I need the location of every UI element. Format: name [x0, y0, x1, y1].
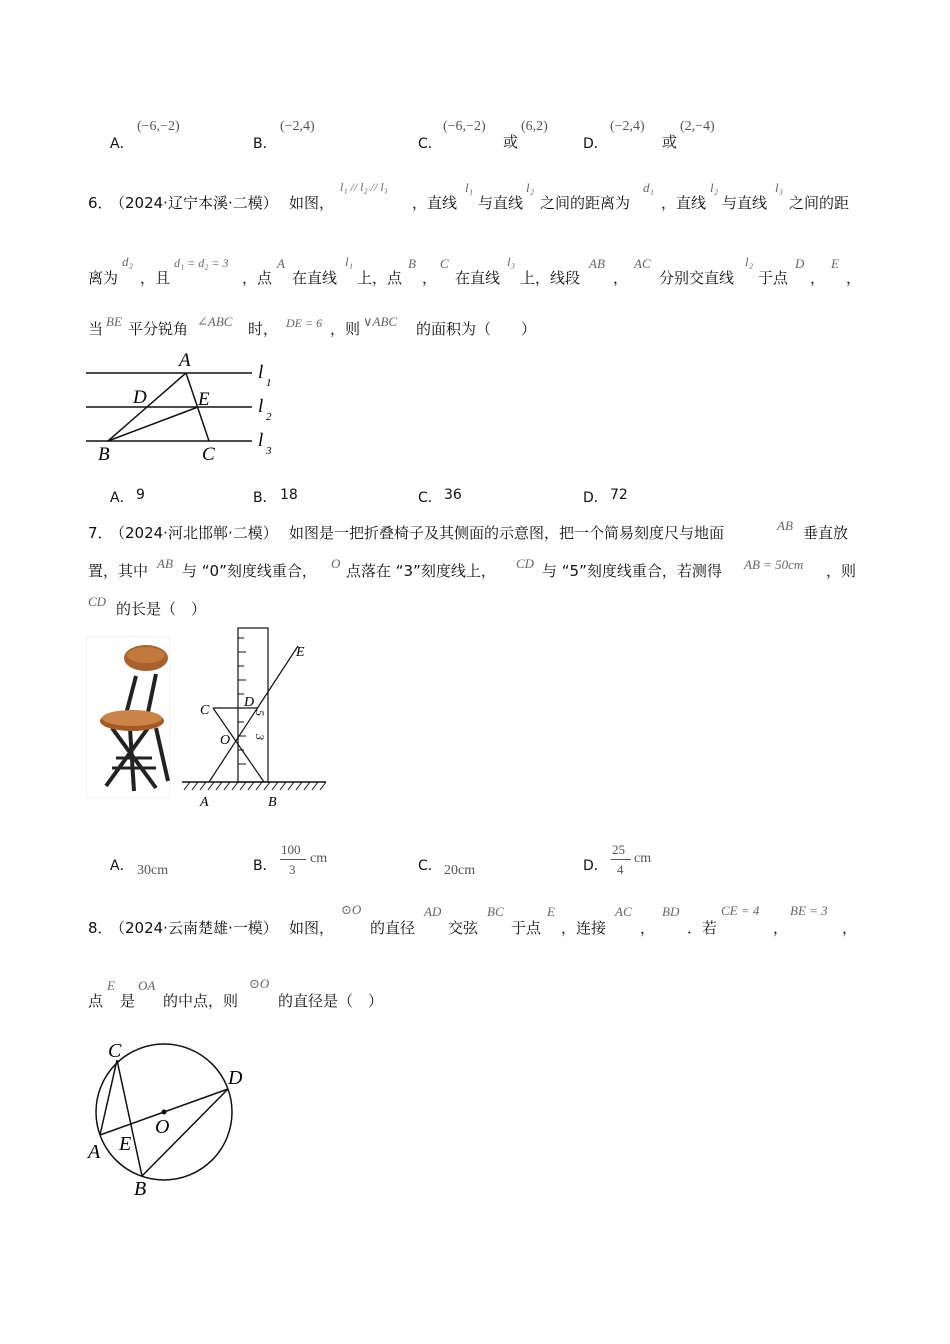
- q7-source: （2024·河北邯郸·二模）: [110, 524, 278, 542]
- q7-label-o: O: [220, 733, 231, 748]
- q6-text: ，: [422, 269, 438, 287]
- q7-math: CD: [516, 556, 535, 571]
- q6-math: C: [440, 256, 449, 271]
- q6-option-a-letter[interactable]: A．: [110, 490, 134, 506]
- q6-math: AB: [589, 256, 605, 271]
- q7-option-d-letter[interactable]: D．: [583, 858, 608, 874]
- q6-label-e: E: [198, 389, 210, 410]
- q8-text: 于点: [511, 919, 542, 937]
- q8-text: 点: [88, 992, 104, 1010]
- q6-math: l₃: [775, 180, 784, 195]
- q8-math: BC: [487, 904, 504, 919]
- q6-source: （2024·辽宁本溪·二模）: [110, 194, 278, 212]
- q6-math: d₁ = d₂ = 3: [174, 256, 229, 270]
- q5-option-c-or: 或: [503, 133, 519, 151]
- q7-label-a: A: [200, 795, 209, 810]
- q8-text: 的直径是（ ）: [278, 992, 384, 1010]
- q7-option-b-letter[interactable]: B．: [253, 858, 277, 874]
- q7-option-b-fraction-bar: [280, 859, 306, 860]
- q8-figure-circle: [84, 1036, 264, 1206]
- q6-math: A: [277, 256, 285, 271]
- q7-text: 点落在 “3”刻度线上，: [346, 562, 496, 580]
- q6-text: ，且: [140, 269, 171, 287]
- q6-math: DE = 6: [286, 316, 323, 330]
- q6-math: D: [795, 256, 805, 271]
- q6-label-l2-sub: 2: [266, 411, 272, 423]
- q7-option-c-value: 20cm: [444, 863, 476, 878]
- segment-ac: [100, 1060, 117, 1135]
- q6-option-b-letter[interactable]: B．: [253, 490, 277, 506]
- center-dot: [162, 1110, 167, 1115]
- q6-math: AC: [634, 256, 651, 271]
- q6-math: l₁: [345, 254, 354, 269]
- q8-math: BD: [662, 904, 680, 919]
- q6-label-d: D: [133, 387, 147, 408]
- q6-text: 当: [88, 320, 104, 338]
- q7-option-d-numerator: 25: [612, 842, 625, 857]
- q5-option-d-math1: (−2,4): [610, 119, 645, 134]
- q6-label-l1-sub: 1: [266, 377, 272, 389]
- q6-text: ，点: [242, 269, 273, 287]
- q8-text: ，: [640, 919, 656, 937]
- q6-text: 在直线: [455, 269, 501, 287]
- q6-text: ，: [846, 269, 862, 287]
- folding-chair-photo: [86, 636, 170, 798]
- q7-math: CD: [88, 594, 107, 609]
- q8-math: AC: [615, 904, 632, 919]
- q7-text: 置，其中: [88, 562, 149, 580]
- q6-math: l₃: [507, 254, 516, 269]
- q6-text: 的面积为（ ）: [416, 320, 537, 338]
- q8-text: 的直径: [370, 919, 416, 937]
- q8-math: OA: [138, 978, 156, 993]
- q7-number: 7．: [88, 524, 113, 542]
- q6-text: ，则: [330, 320, 361, 338]
- q6-segment-be: [108, 407, 198, 441]
- q6-option-c-value: 36: [444, 487, 462, 503]
- q6-figure-parallel-lines: [86, 346, 286, 466]
- q5-option-c-math2: (6,2): [521, 119, 548, 134]
- q6-math: E: [831, 256, 839, 271]
- q8-text: ，: [773, 919, 789, 937]
- q6-text: 分别交直线: [659, 269, 735, 287]
- q7-figure-side-view: [176, 624, 336, 814]
- q7-math: AB: [777, 518, 793, 533]
- q8-label-e: E: [119, 1133, 132, 1155]
- q6-label-l1: l: [258, 362, 264, 383]
- q8-math: BE = 3: [790, 903, 828, 918]
- q8-label-o: O: [155, 1116, 170, 1138]
- q8-text: 交弦: [448, 919, 479, 937]
- q7-label-e: E: [296, 645, 305, 660]
- q6-text: ，直线: [661, 194, 707, 212]
- q6-option-c-letter[interactable]: C．: [418, 490, 442, 506]
- q6-text: 上，点: [357, 269, 403, 287]
- q6-label-l3: l: [258, 430, 264, 451]
- q7-text: 与 “0”刻度线重合，: [182, 562, 317, 580]
- q6-text: ，: [613, 269, 629, 287]
- q5-option-c-math1: (−6,−2): [443, 119, 486, 134]
- q8-text: ．若: [687, 919, 718, 937]
- q6-text: 之间的距离为: [540, 194, 631, 212]
- q6-text: ，直线: [412, 194, 458, 212]
- q6-text: 与直线: [478, 194, 524, 212]
- q6-number: 6．: [88, 194, 113, 212]
- q6-math: d₁: [643, 180, 655, 195]
- ground-hatching: [184, 782, 326, 790]
- q8-text: ，连接: [561, 919, 607, 937]
- q5-option-a-math: (−6,−2): [137, 119, 180, 134]
- q7-text: ，则: [826, 562, 857, 580]
- q6-option-d-letter[interactable]: D．: [583, 490, 608, 506]
- q7-label-d: D: [244, 695, 255, 710]
- q6-text: 之间的距: [789, 194, 850, 212]
- q8-math: CE = 4: [721, 903, 760, 918]
- ruler-mark-3: 3: [253, 734, 267, 740]
- q6-text: 与直线: [722, 194, 768, 212]
- q8-label-d: D: [228, 1067, 243, 1089]
- q7-math: O: [331, 556, 341, 571]
- q6-option-a-value: 9: [136, 487, 145, 503]
- q6-text: ，: [810, 269, 826, 287]
- q7-option-a-value: 30cm: [137, 863, 169, 878]
- q6-label-l3-sub: 3: [266, 445, 272, 457]
- chord-bc: [117, 1060, 142, 1176]
- q6-text: 离为: [88, 269, 119, 287]
- q6-label-l2: l: [258, 396, 264, 417]
- q5-option-d-math2: (2,−4): [680, 119, 715, 134]
- q6-text: 上，线段: [520, 269, 581, 287]
- q6-math: l₂: [745, 254, 754, 269]
- q7-option-b-numerator: 100: [281, 842, 301, 857]
- q6-text: 时，: [248, 320, 279, 338]
- q7-option-b-unit: cm: [310, 851, 328, 866]
- q8-text: 的中点，则: [163, 992, 239, 1010]
- q5-option-c-letter[interactable]: C．: [418, 136, 442, 152]
- q8-label-a: A: [88, 1141, 101, 1163]
- q7-math: AB: [157, 556, 173, 571]
- q6-text: 平分锐角: [128, 320, 189, 338]
- q8-source: （2024·云南楚雄·一模）: [110, 919, 278, 937]
- q8-label-b: B: [134, 1178, 147, 1200]
- q7-text: 的长是（ ）: [116, 600, 207, 618]
- q6-text: 如图，: [289, 194, 335, 212]
- q6-math: ∨ABC: [363, 314, 398, 329]
- q8-label-c: C: [108, 1040, 122, 1062]
- q6-option-b-value: 18: [280, 487, 298, 503]
- q7-option-a-letter[interactable]: A．: [110, 858, 134, 874]
- q6-text: 于点: [758, 269, 789, 287]
- q5-option-d-or: 或: [662, 133, 678, 151]
- q7-option-d-denominator: 4: [617, 862, 624, 877]
- q7-option-b-denominator: 3: [289, 862, 296, 877]
- q6-math: BE: [106, 314, 122, 329]
- q8-math: AD: [424, 904, 442, 919]
- q6-math: l₂: [526, 180, 535, 195]
- q8-number: 8．: [88, 919, 113, 937]
- q8-text: 如图，: [289, 919, 335, 937]
- q6-option-d-value: 72: [610, 487, 628, 503]
- q8-text: ，: [842, 919, 858, 937]
- q7-text: 垂直放: [803, 524, 849, 542]
- q7-math: AB = 50cm: [744, 557, 804, 572]
- q8-text: 是: [120, 992, 136, 1010]
- q6-label-b: B: [98, 444, 110, 465]
- q7-option-c-letter[interactable]: C．: [418, 858, 442, 874]
- q5-option-a-letter[interactable]: A．: [110, 136, 134, 152]
- q6-math: B: [408, 256, 416, 271]
- q6-math-parallel: l₁ // l₂ // l₃: [340, 180, 388, 194]
- q6-label-a: A: [179, 350, 191, 371]
- q6-label-c: C: [202, 444, 215, 465]
- q5-option-b-math: (−2,4): [280, 119, 315, 134]
- q6-math: l₁: [465, 180, 474, 195]
- q5-option-d-letter[interactable]: D．: [583, 136, 608, 152]
- q5-option-b-letter[interactable]: B．: [253, 136, 277, 152]
- q8-math: ⊙O: [341, 902, 362, 917]
- ruler-mark-5: 5: [253, 710, 267, 716]
- q8-math: E: [547, 904, 555, 919]
- q8-math: ⊙O: [249, 976, 270, 991]
- q7-label-b: B: [268, 795, 277, 810]
- q6-math: l₂: [710, 180, 719, 195]
- q6-math: ∠ABC: [197, 314, 233, 329]
- q7-option-d-unit: cm: [634, 851, 652, 866]
- q7-text: 如图是一把折叠椅子及其侧面的示意图，把一个简易刻度尺与地面: [289, 524, 725, 542]
- q8-math: E: [107, 978, 115, 993]
- q7-text: 与 “5”刻度线重合，若测得: [542, 562, 722, 580]
- q6-math: d₂: [122, 254, 134, 269]
- q7-label-c: C: [200, 703, 210, 718]
- q7-option-d-fraction-bar: [611, 859, 631, 860]
- q6-text: 在直线: [292, 269, 338, 287]
